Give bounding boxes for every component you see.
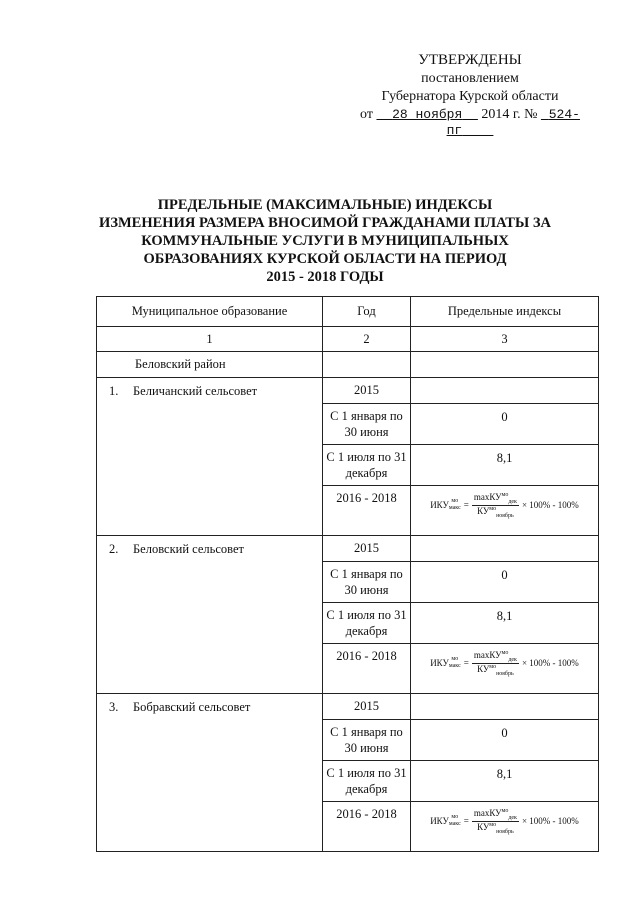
municipality-cell <box>97 378 323 536</box>
year-cell: С 1 июля по 31 декабря <box>323 603 411 644</box>
year-cell: 2015 <box>323 694 411 720</box>
index-cell <box>411 486 599 536</box>
district-row <box>97 352 599 378</box>
index-formula: ИКУ мо макс = $\frac{\max КУ^{мо}_{дек}}{КУ^{мо}_{ноябрь}}$ × 100% - 100% <box>430 650 579 677</box>
approval-heading: УТВЕРЖДЕНЫ <box>418 52 522 68</box>
approval-year: 2014 г. № <box>481 107 538 122</box>
entry-number: 1. <box>109 384 119 398</box>
approval-date-prefix: от <box>360 107 373 122</box>
approval-block <box>340 52 600 139</box>
column-number-row <box>97 327 599 352</box>
municipality-name: Беличанский сельсовет <box>133 384 258 398</box>
approval-date: 28 ноября <box>392 107 463 122</box>
index-cell: 8,1 <box>411 445 599 486</box>
header-indices: Предельные индексы <box>411 297 599 327</box>
table-row <box>97 536 599 562</box>
index-cell <box>411 644 599 694</box>
table-header-row <box>97 297 599 327</box>
year-cell: С 1 июля по 31 декабря <box>323 761 411 802</box>
index-cell <box>411 694 599 720</box>
col-number-1: 1 <box>97 327 323 352</box>
header-year: Год <box>323 297 411 327</box>
document-title: ПРЕДЕЛЬНЫЕ (МАКСИМАЛЬНЫЕ) ИНДЕКСЫ ИЗМЕНЕНИЯ РАЗМЕРА ВНОСИМОЙ ГРАЖДАНАМИ ПЛАТЫ ЗА КОММУНАЛЬНЫЕ УСЛУГИ В МУНИЦИПАЛЬНЫХ ОБРАЗОВАНИЯХ КУРСКОЙ ОБЛАСТИ НА ПЕРИОД 2015 - 2018 ГОДЫ <box>99 197 551 285</box>
year-cell: С 1 июля по 31 декабря <box>323 445 411 486</box>
approval-subheading: постановлением <box>421 71 519 86</box>
index-cell: 0 <box>411 404 599 445</box>
index-cell <box>411 536 599 562</box>
table-row <box>97 378 599 404</box>
col-number-3: 3 <box>411 327 599 352</box>
year-cell: 2016 - 2018 <box>323 486 411 536</box>
approval-authority: Губернатора Курской области <box>381 89 559 104</box>
index-cell <box>411 802 599 852</box>
table-row <box>97 694 599 720</box>
year-cell: С 1 января по 30 июня <box>323 562 411 603</box>
year-cell: С 1 января по 30 июня <box>323 720 411 761</box>
municipality-cell <box>97 694 323 852</box>
index-cell: 0 <box>411 562 599 603</box>
index-formula: ИКУ мо макс = $\frac{\max КУ^{мо}_{дек}}{КУ^{мо}_{ноябрь}}$ × 100% - 100% <box>430 492 579 519</box>
approval-number: 524-пг <box>446 107 580 138</box>
entry-number: 3. <box>109 700 119 714</box>
indices-table <box>96 296 599 852</box>
index-cell: 0 <box>411 720 599 761</box>
entry-number: 2. <box>109 542 119 556</box>
municipality-name: Беловский сельсовет <box>133 542 244 556</box>
index-cell: 8,1 <box>411 603 599 644</box>
district-name: Беловский район <box>97 352 323 378</box>
index-cell <box>411 378 599 404</box>
year-cell: 2016 - 2018 <box>323 802 411 852</box>
municipality-cell <box>97 536 323 694</box>
approval-date-line <box>340 107 600 139</box>
year-cell: 2015 <box>323 536 411 562</box>
index-cell: 8,1 <box>411 761 599 802</box>
year-cell: 2016 - 2018 <box>323 644 411 694</box>
header-municipality: Муниципальное образование <box>97 297 323 327</box>
index-formula: ИКУ мо макс = $\frac{\max КУ^{мо}_{дек}}{КУ^{мо}_{ноябрь}}$ × 100% - 100% <box>430 808 579 835</box>
municipality-name: Бобравский сельсовет <box>133 700 251 714</box>
year-cell: 2015 <box>323 378 411 404</box>
year-cell: С 1 января по 30 июня <box>323 404 411 445</box>
col-number-2: 2 <box>323 327 411 352</box>
